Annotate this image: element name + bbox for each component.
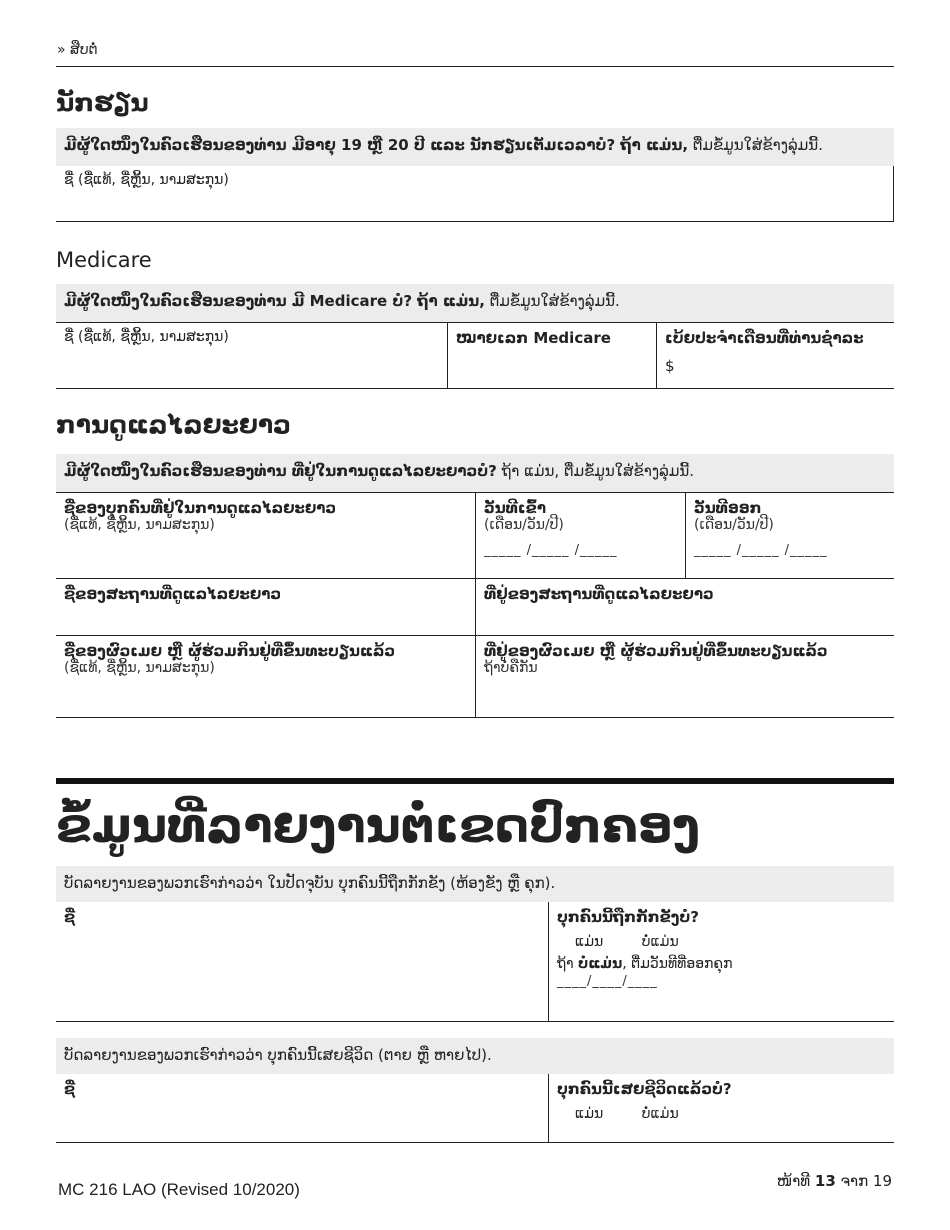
ltc-date-out-sub: (ເດືອນ/ວັນ/ປີ) [694, 517, 774, 533]
incarcerated-statement [56, 866, 894, 902]
medicare-name-label: ຊື່ (ຊື່ແທ້, ຊື່ຫຼິ້ນ, ນາມສະກຸນ) [64, 329, 229, 345]
continued-label: » ສືບຕໍ່ [57, 42, 98, 58]
ltc-spouse-addr-sub: ຖ້າບໍ່ຄືກັນ [484, 660, 538, 676]
deceased-question-cell [548, 1074, 894, 1142]
ltc-spouse-addr-label: ທີ່ຢູ່ຂອງຜົວເມຍ ຫຼື ຜູ້ຮ່ວມກິນຢູ່ທີ່ຂຶ້ນທະບຽນແລ້ວ [484, 642, 828, 660]
students-question-bold: ມີຜູ້ໃດໜຶ່ງໃນຄົວເຮືອນຂອງທ່ານ ມີອາຍຸ 19 ຫຼື 20 ປີ ແລະ ນັກຮຽນເຕັມເວລາບໍ? ຖ້າ ແມ່ນ, [64, 136, 689, 154]
page-mid: ຈາກ [840, 1172, 869, 1190]
incarcerated-question-cell [548, 902, 894, 1021]
release-date-blanks[interactable]: ____/____/____ [557, 974, 658, 989]
medicare-question [56, 284, 894, 322]
page-prefix: ໜ້າທີ [776, 1172, 811, 1190]
page-number [777, 1172, 892, 1190]
deceased-name-label: ຊື່ [64, 1080, 76, 1098]
deceased-question: ບຸກຄົນນີ້ເສຍຊີວິດແລ້ວບໍ? [557, 1080, 732, 1098]
incarcerated-name-label: ຊື່ [64, 908, 76, 926]
medicare-number-field[interactable] [447, 323, 656, 388]
ltc-question [56, 454, 894, 492]
ltc-date-in-sub: (ເດືອນ/ວັນ/ປີ) [484, 517, 564, 533]
section-rule [56, 778, 894, 784]
ltc-spouse-name-field[interactable] [56, 636, 475, 717]
medicare-number-label: ໝາຍເລກ Medicare [456, 329, 611, 347]
deceased-yes-option[interactable]: ແມ່ນ [575, 1106, 604, 1122]
students-name-field[interactable] [56, 166, 893, 221]
students-name-label: ຊື່ (ຊື່ແທ້, ຊື່ຫຼິ້ນ, ນາມສະກຸນ) [64, 172, 229, 188]
ltc-date-in-blanks: _____ /_____ /_____ [484, 543, 618, 558]
ltc-facility-addr-field[interactable] [475, 579, 894, 635]
ltc-date-out-field[interactable] [685, 493, 894, 578]
ltc-facility-addr-label: ທີ່ຢູ່ຂອງສະຖານທີ່ດູແລໄລຍະຍາວ [484, 585, 714, 603]
medicare-premium-field[interactable] [656, 323, 894, 388]
if-no-bold: ບໍ່ແມ່ນ [578, 956, 623, 972]
currency-symbol: $ [665, 357, 675, 375]
incarcerated-name-field[interactable] [56, 902, 548, 1021]
form-id: MC 216 LAO (Revised 10/2020) [58, 1180, 300, 1199]
medicare-title: Medicare [56, 248, 152, 272]
students-title: ນັກຮຽນ [56, 88, 149, 117]
students-question [56, 128, 894, 166]
ltc-facility-name-field[interactable] [56, 579, 475, 635]
medicare-question-bold: ມີຜູ້ໃດໜຶ່ງໃນຄົວເຮືອນຂອງທ່ານ ມີ Medicare ບໍ? ຖ້າ ແມ່ນ, [64, 292, 485, 310]
ltc-spouse-name-label: ຊື່ຂອງຜົວເມຍ ຫຼື ຜູ້ຮ່ວມກິນຢູ່ທີ່ຂຶ້ນທະບຽນແລ້ວ [64, 642, 396, 660]
page-total: 19 [872, 1172, 892, 1190]
if-no-tail: , ຕື່ມວັນທີທີ່ອອກຄຸກ [622, 956, 733, 972]
header-rule [56, 66, 894, 67]
ltc-person-label: ຊື່ຂອງບຸກຄົນທີ່ຢູ່ໃນການດູແລໄລຍະຍາວ [64, 499, 337, 517]
if-no-prefix: ຖ້າ [557, 956, 574, 972]
ltc-date-out-label: ວັນທີອອກ [694, 499, 762, 517]
deceased-name-field[interactable] [56, 1074, 548, 1142]
deceased-table [56, 1074, 894, 1143]
incarcerated-question: ບຸກຄົນນີ້ຖືກກັກຂັງບໍ? [557, 908, 699, 926]
ltc-date-in-label: ວັນທີເຂົ້າ [484, 499, 547, 517]
page-current: 13 [814, 1172, 836, 1190]
deceased-no-option[interactable]: ບໍ່ແມ່ນ [641, 1106, 679, 1122]
ltc-spouse-addr-field[interactable] [475, 636, 894, 717]
ltc-question-bold: ມີຜູ້ໃດໜຶ່ງໃນຄົວເຮືອນຂອງທ່ານ ທີ່ຢູ່ໃນການດູແລໄລຍະຍາວບໍ? [64, 462, 497, 480]
medicare-table [56, 322, 894, 389]
students-question-tail: ຕື່ມຂໍ້ມູນໃສ່ຂ້າງລຸ່ມນີ້. [688, 136, 823, 154]
ltc-person-sub: (ຊື່ແທ້, ຊື່ຫຼິ້ນ, ນາມສະກຸນ) [64, 517, 215, 533]
deceased-statement [56, 1038, 894, 1074]
medicare-premium-label: ເບ້ຍປະຈຳເດືອນທີ່ທ່ານຊຳລະ [665, 329, 864, 347]
medicare-question-tail: ຕື່ມຂໍ້ມູນໃສ່ຂ້າງລຸ່ມນີ້. [484, 292, 620, 310]
ltc-date-in-field[interactable] [475, 493, 685, 578]
ltc-title: ການດູແລໄລຍະຍາວ [56, 410, 291, 439]
incarcerated-no-option[interactable]: ບໍ່ແມ່ນ [641, 934, 679, 950]
incarcerated-statement-text: ບັດລາຍງານຂອງພວກເຮົາກ່າວວ່າ ໃນປັດຈຸບັນ ບຸກຄົນນີ້ຖືກກັກຂັງ (ຫ້ອງຂັງ ຫຼື ຄຸກ). [64, 874, 556, 892]
ltc-facility-name-label: ຊື່ຂອງສະຖານທີ່ດູແລໄລຍະຍາວ [64, 585, 282, 603]
incarcerated-yes-option[interactable]: ແມ່ນ [575, 934, 604, 950]
students-table [56, 166, 894, 222]
ltc-spouse-name-sub: (ຊື່ແທ້, ຊື່ຫຼິ້ນ, ນາມສະກຸນ) [64, 660, 215, 676]
ltc-question-tail: ຖ້າ ແມ່ນ, ຕື່ມຂໍ້ມູນໃສ່ຂ້າງລຸ່ມນີ້. [496, 462, 695, 480]
ltc-date-out-blanks: _____ /_____ /_____ [694, 543, 828, 558]
ltc-person-field[interactable] [56, 493, 475, 578]
incarcerated-table [56, 902, 894, 1022]
release-date-instruction [557, 956, 886, 972]
county-info-title: ຂໍ້ມູນທີ່ລາຍງານຕໍ່ເຂດປົກຄອງ [56, 798, 700, 854]
medicare-name-field[interactable] [56, 323, 447, 388]
ltc-table [56, 492, 894, 718]
deceased-statement-text: ບັດລາຍງານຂອງພວກເຮົາກ່າວວ່າ ບຸກຄົນນີ້ເສຍຊີວິດ (ຕາຍ ຫຼື ຫາຍໄປ). [64, 1046, 492, 1064]
